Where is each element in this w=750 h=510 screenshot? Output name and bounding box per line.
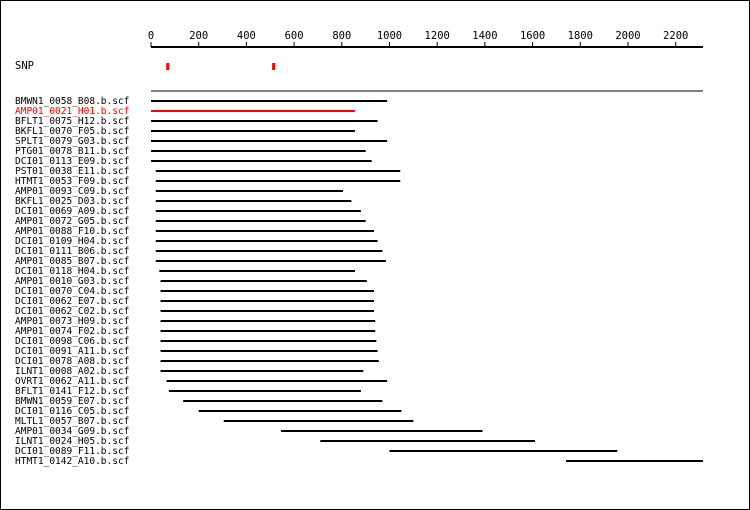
read-name: DCI01_0113_E09.b.scf [15, 156, 130, 167]
snp-track-label: SNP [15, 60, 34, 72]
read-name: ILNT1_0008_A02.b.scf [15, 366, 130, 377]
read-name: AMP01_0073_H09.b.scf [15, 316, 130, 327]
read-name: DCI01_0098_C06.b.scf [15, 336, 130, 347]
read-name: AMP01_0085_B07.b.scf [15, 256, 130, 267]
axis-tick-label: 1200 [424, 30, 450, 42]
axis-tick-label: 0 [147, 30, 155, 42]
read-name: HTMT1_0142_A10.b.scf [15, 456, 130, 467]
read-name: AMP01_0074_F02.b.scf [15, 326, 130, 337]
axis-tick-label: 600 [284, 30, 304, 42]
read-name: BFLT1_0075_H12.b.scf [15, 116, 130, 127]
axis-tick-label: 1400 [472, 30, 498, 42]
alignment-diagram [1, 1, 749, 509]
read-name: AMP01_0093_C09.b.scf [15, 186, 130, 197]
read-row [15, 456, 703, 467]
read-name: BFLT1_0141_F12.b.scf [15, 386, 130, 397]
snp-marker [272, 63, 275, 70]
read-name: HTMT1_0053_F09.b.scf [15, 176, 130, 187]
read-name: PTG01_0078_B11.b.scf [15, 146, 130, 157]
read-name: DCI01_0078_A08.b.scf [15, 356, 130, 367]
read-name: MLTL1_0057_B07.b.scf [15, 416, 130, 427]
read-name: AMP01_0034_G09.b.scf [15, 426, 130, 437]
read-name: BKFL1_0025_D03.b.scf [15, 196, 130, 207]
read-name: DCI01_0111_B06.b.scf [15, 246, 130, 257]
axis-tick-label: 800 [332, 30, 352, 42]
read-name: DCI01_0069_A09.b.scf [15, 206, 130, 217]
read-name: BMWN1_0059_E07.b.scf [15, 396, 130, 407]
read-list [15, 96, 703, 467]
read-name: BMWN1_0058_B08.b.scf [15, 96, 130, 107]
axis-tick-label: 2000 [615, 30, 641, 42]
read-name: OVRT1_0062_A11.b.scf [15, 376, 130, 387]
read-name: DCI01_0091_A11.b.scf [15, 346, 130, 357]
read-name: AMP01_0088_F10.b.scf [15, 226, 130, 237]
read-name: AMP01_0021_H01.b.scf [15, 106, 130, 117]
axis-tick-label: 2200 [663, 30, 689, 42]
snp-marker [166, 63, 169, 70]
read-name: PST01_0038_E11.b.scf [15, 166, 130, 177]
read-name: ILNT1_0024_H05.b.scf [15, 436, 130, 447]
axis-tick-label: 200 [189, 30, 209, 42]
read-name: DCI01_0089_F11.b.scf [15, 446, 130, 457]
axis-tick-label: 1000 [376, 30, 403, 42]
read-name: DCI01_0109_H04.b.scf [15, 236, 130, 247]
read-name: DCI01_0116_C05.b.scf [15, 406, 130, 417]
read-name: AMP01_0072_G05.b.scf [15, 216, 130, 227]
axis-tick-label: 400 [236, 30, 256, 42]
read-name: AMP01_0010_G03.b.scf [15, 276, 130, 287]
position-axis [148, 30, 703, 47]
read-name: BKFL1_0070_F05.b.scf [15, 126, 130, 137]
read-name: SPLT1_0079_G03.b.scf [15, 136, 130, 147]
snp-track [166, 63, 275, 70]
read-name: DCI01_0062_E07.b.scf [15, 296, 130, 307]
axis-tick-label: 1600 [519, 30, 546, 42]
read-name: DCI01_0118_H04.b.scf [15, 266, 130, 277]
read-name: DCI01_0062_C02.b.scf [15, 306, 130, 317]
read-name: DCI01_0070_C04.b.scf [15, 286, 130, 297]
axis-tick-label: 1800 [567, 30, 593, 42]
